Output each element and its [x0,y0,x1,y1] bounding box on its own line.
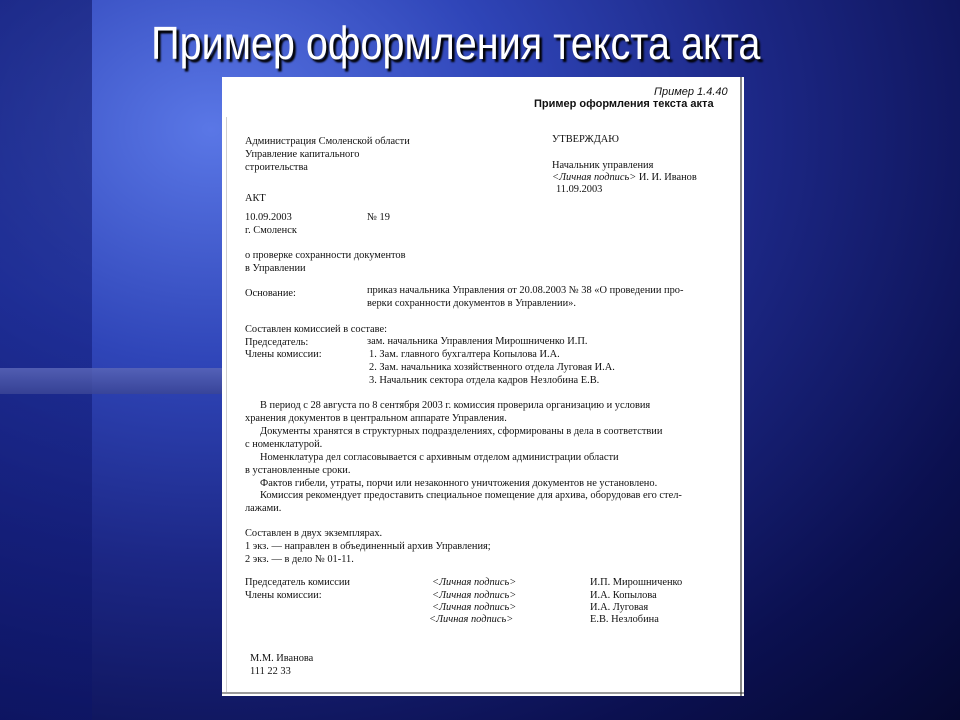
body-line-7: Фактов гибели, утраты, порчи или незаконного уничтожения документов не установлено. [260,478,658,489]
member-2: 2. Зам. начальника хозяйственного отдела Луговая И.А. [369,362,615,373]
signature-2: <Личная подпись> [432,590,517,601]
doc-type: АКТ [245,193,266,204]
left-decorative-band [0,0,92,720]
approval-position: Начальник управления [552,160,654,171]
executor-name: М.М. Иванова [250,653,314,664]
members-label: Члены комиссии: [245,349,322,360]
left-decorative-bar [0,368,228,394]
example-title: Пример оформления текста акта [534,98,714,110]
commission-intro: Составлен комиссией в составе: [245,324,388,335]
sign-members-label: Члены комиссии: [245,590,322,601]
copies-line-3: 2 экз. — в дело № 01-11. [245,554,354,565]
signer-3: И.А. Луговая [590,602,649,613]
signer-1: И.П. Мирошниченко [590,577,683,588]
body-line-8: Комиссия рекомендует предоставить специальное помещение для архива, оборудовав его стел- [260,490,682,501]
organization-line-3: строительства [245,162,308,173]
organization-line-1: Администрация Смоленской области [245,136,410,147]
body-line-9: лажами. [245,503,282,514]
signer-2: И.А. Копылова [590,590,657,601]
body-line-3: Документы хранятся в структурных подразделениях, сформированы в дела в соответствии [260,426,663,437]
slide-title: Пример оформления текста акта [151,17,761,69]
sign-chair-label: Председатель комиссии [245,577,350,588]
example-number: Пример 1.4.40 [654,86,728,98]
approval-name: И. И. Иванов [638,172,697,183]
chair-value: зам. начальника Управления Мирошниченко И.П. [367,336,588,347]
basis-text-2: верки сохранности документов в Управлении». [367,298,576,309]
page-edge-left [226,117,227,692]
doc-place: г. Смоленск [245,225,297,236]
doc-subject-line-2: в Управлении [245,263,306,274]
signature-4: <Личная подпись> [429,614,514,625]
organization-line-2: Управление капитального [245,149,360,160]
approval-title: УТВЕРЖДАЮ [552,134,619,145]
body-line-6: в установленные сроки. [245,465,351,476]
page-edge-bottom [222,692,744,694]
doc-number: № 19 [367,212,390,223]
approval-signature: <Личная подпись> [552,172,637,183]
basis-label: Основание: [245,288,296,299]
copies-line-2: 1 экз. — направлен в объединенный архив Управления; [245,541,491,552]
chair-label: Председатель: [245,337,309,348]
doc-date: 10.09.2003 [245,212,292,223]
body-line-1: В период с 28 августа по 8 сентября 2003 г. комиссия проверила организацию и условия [260,400,651,411]
basis-text-1: приказ начальника Управления от 20.08.2003 № 38 «О проведении про- [367,285,684,296]
copies-line-1: Составлен в двух экземплярах. [245,528,383,539]
signer-4: Е.В. Незлобина [590,614,659,625]
executor-phone: 111 22 33 [250,666,291,677]
page-edge-right [740,77,742,696]
approval-date: 11.09.2003 [556,184,603,195]
body-line-5: Номенклатура дел согласовывается с архивным отделом администрации области [260,452,619,463]
document-page [222,77,744,696]
body-line-4: с номенклатурой. [245,439,323,450]
body-line-2: хранения документов в центральном аппарате Управления. [245,413,507,424]
signature-3: <Личная подпись> [432,602,517,613]
signature-1: <Личная подпись> [432,577,517,588]
doc-subject-line-1: о проверке сохранности документов [245,250,406,261]
member-3: 3. Начальник сектора отдела кадров Незлобина Е.В. [369,375,600,386]
member-1: 1. Зам. главного бухгалтера Копылова И.А. [369,349,560,360]
